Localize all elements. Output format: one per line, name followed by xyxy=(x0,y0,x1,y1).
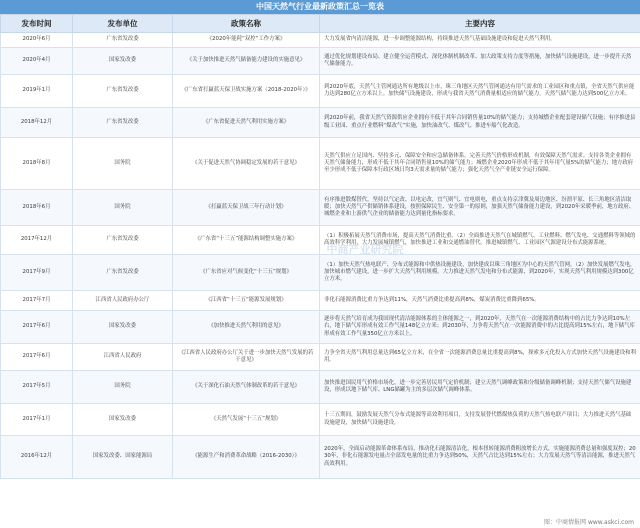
table-row xyxy=(1,75,640,108)
column-header-policy-name: 政策名称 xyxy=(173,15,320,33)
policy-name-cell: 《关于加快推进天然气储备能力建设的实施意见》 xyxy=(173,48,320,75)
issuer-cell: 广东省发改委 xyxy=(73,75,173,108)
date-cell: 2017年9月 xyxy=(1,255,73,291)
content-cell: 十三五期间，鼓励发展天然气分布式能源等高效利用项目，支持发展替代燃煤热负荷的天然气热电联产项目；大力推进天然气基础设施建设，加快储气设施建设。 xyxy=(320,404,640,436)
issuer-cell: 国务院 xyxy=(73,138,173,190)
policy-name-cell: 《广东省应对气候变化“十三五”规划》 xyxy=(173,255,320,291)
content-cell: 到2020年底，天然气主管网通达所有地级以上市，珠三角地区天然气管网通达有用气需求的工业园区和重点镇，全省天然气供应能力达到280亿立方米以上。加快储气设施建设，形成与我省天然气消费量相适应的储气能力，天然气储气能力达到500亿立方米。 xyxy=(320,75,640,108)
table-row xyxy=(1,344,640,371)
date-cell: 2016年12月 xyxy=(1,436,73,479)
content-cell: 逐步将天然气培育成为我国现代清洁能源体系的主体能源之一，到2020年，天然气在一次能源消费结构中的占比力争达到10%左右，地下储气库形成有效工作气量148亿立方米；到2030年，力争将天然气在一次能源消费中的占比提高到15%左右，地下储气库形成有效工作气量350亿立方米以上。 xyxy=(320,311,640,344)
issuer-cell: 广东省发改委 xyxy=(73,226,173,255)
issuer-cell: 江西省人民政府 xyxy=(73,344,173,371)
content-cell: 大力发展省内清洁能源，进一步调整能源结构，持续推进天然气基础设施建设和促进天然气利用。 xyxy=(320,33,640,48)
date-cell: 2020年6月 xyxy=(1,33,73,48)
content-cell: （1）加快天然气热电联产、分布式能源和中供热设施建设，加快建成以珠三角地区为中心的天然气管网。（2）加快发展燃气发电，加快城市燃气建设，进一步扩大天然气利用规模。大力推进天然气发电和分布式能源，到2020年，实现天然气利用规模达到300亿立方米。 xyxy=(320,255,640,291)
table-row xyxy=(1,33,640,48)
policy-name-cell: 《江西省“十三五”能源发展规划》 xyxy=(173,291,320,311)
date-cell: 2020年4月 xyxy=(1,48,73,75)
issuer-cell: 广东省发改委 xyxy=(73,108,173,138)
content-cell: 2020年，全面启动能源革命体系布局，推动化石能源清洁化，根本扭转能源消费粗放增长方式，实施能源消费总量和强度双控；2030年，非化石能源发电量占全部发电量的比重力争达到50%，天然气占比达到15%左右；大力发展天然气等清洁能源，推进天然气高效利用。 xyxy=(320,436,640,479)
content-cell: 有序推进散煤替代，坚持以气定改、以电定改，宜气则气、宜电则电，重点支持京津冀及周边地区、汾渭平原、长三角地区清洁取暖；加快天然气产供储销体系建设，按照保障民生、安全第一的原则，加强天然气储备能力建设，到2020年采暖季前，地方政府、城燃企业和上游供气企业的储备能力达到量化指标要求。 xyxy=(320,190,640,226)
table-title: 中国天然气行业最新政策汇总一览表 xyxy=(0,0,640,14)
table-row xyxy=(1,404,640,436)
table-row xyxy=(1,48,640,75)
date-cell: 2017年1月 xyxy=(1,404,73,436)
issuer-cell: 国家发改委 xyxy=(73,48,173,75)
policy-name-cell: 《关于深化石油天然气体制改革的若干意见》 xyxy=(173,371,320,404)
policy-name-cell: 《广东省打赢蓝天保卫战实施方案（2018-2020年）》 xyxy=(173,75,320,108)
issuer-cell: 国务院 xyxy=(73,371,173,404)
column-header-date: 发布时间 xyxy=(1,15,73,33)
date-cell: 2018年8月 xyxy=(1,138,73,190)
date-cell: 2017年7月 xyxy=(1,291,73,311)
date-cell: 2017年6月 xyxy=(1,311,73,344)
policy-name-cell: 《关于促进天然气协调稳定发展的若干意见》 xyxy=(173,138,320,190)
date-cell: 2017年6月 xyxy=(1,344,73,371)
date-cell: 2018年6月 xyxy=(1,190,73,226)
policy-name-cell: 《2020年能耗“双控”工作方案》 xyxy=(173,33,320,48)
column-header-content: 主要内容 xyxy=(320,15,640,33)
content-cell: 天然气供应立足国内、坚持多元、保障安全和应急储备体系，完善天然气价格形成机制，有效保障天然气需求。支持各类企业拥有天然气储备能力，形成不低于其年合同销售量10%的储气能力；城燃企业2020年形成不低于其年用气量5%的储气能力；地方政府至少形成不低于保障本行政区域日均3天需求量的储气能力；强化天然气全产业链安全运行保障。 xyxy=(320,138,640,190)
policy-name-cell: 《加快推进天然气利用的意见》 xyxy=(173,311,320,344)
watermark: 中商产业研究院 xyxy=(326,243,404,256)
date-cell: 2017年12月 xyxy=(1,226,73,255)
table-row xyxy=(1,138,640,190)
issuer-cell: 江西省人民政府办公厅 xyxy=(73,291,173,311)
content-cell: 加快推进国民用气价格市场化，进一步完善居民用气定价机制；建立天然气调峰政策和分级储备调峰机制；支持天然气储气设施建设，形成以地下储气库、LNG储罐为主的多层次储气调峰体系。 xyxy=(320,371,640,404)
date-cell: 2017年5月 xyxy=(1,371,73,404)
content-cell: 非化石能源消费比重力争达到11%，天然气消费比重提高到8%，煤炭消费比重降到65%。 xyxy=(320,291,640,311)
issuer-cell: 广东省发改委 xyxy=(73,255,173,291)
date-cell: 2019年1月 xyxy=(1,75,73,108)
issuer-cell: 广东省发改委 xyxy=(73,33,173,48)
table-row xyxy=(1,108,640,138)
policy-name-cell: 《能源生产和消费革命战略（2016-2030）》 xyxy=(173,436,320,479)
source-note: 图：中商情报网 www.askci.com xyxy=(544,519,634,526)
table-row xyxy=(1,436,640,479)
table-row xyxy=(1,311,640,344)
policy-name-cell: 《广东省促进天然气利用实施方案》 xyxy=(173,108,320,138)
policy-name-cell: 《江西省人民政府办公厅关于进一步加快天然气发展的若干意见》 xyxy=(173,344,320,371)
column-header-issuer: 发布单位 xyxy=(73,15,173,33)
policy-name-cell: 《广东省“十三五”能源结构调整实施方案》 xyxy=(173,226,320,255)
content-cell: 力争全省天然气利用总量达到65亿立方米，在全省一次能源消费总量比重提高到8%，探索多元化投入方式加快天然气设施建设和利用。 xyxy=(320,344,640,371)
issuer-cell: 国家发改委 xyxy=(73,404,173,436)
table-row xyxy=(1,190,640,226)
issuer-cell: 国家发改委、国家能源局 xyxy=(73,436,173,479)
date-cell: 2018年12月 xyxy=(1,108,73,138)
table-row xyxy=(1,291,640,311)
content-cell: （1）积极拓展天然气消费市场，提高天然气消费比重。（2）全面推进天然气在城镇燃气、工业燃料、燃气发电、交通燃料等领域的高效科学利用，大力发展城镇燃气，加快推进工业和交通燃油替代。推进城镇燃气、工业园区气源建设分布式能源系统。 xyxy=(320,226,640,255)
table-row xyxy=(1,371,640,404)
issuer-cell: 国务院 xyxy=(73,190,173,226)
policy-name-cell: 《打赢蓝天保卫战三年行动计划》 xyxy=(173,190,320,226)
issuer-cell: 国家发改委 xyxy=(73,311,173,344)
table-header-row xyxy=(1,15,640,33)
policy-name-cell: 《天然气发展“十三五”规划》 xyxy=(173,404,320,436)
content-cell: 通过优化规划建设布局、建立健全运营模式、深化体制机制改革、加大政策支持力度等措施，加快储气设施建设，进一步提升天然气储备能力。 xyxy=(320,48,640,75)
content-cell: 到2020年前，我省天然气资源供应企业拥有不低于其年合同销售量10%的储气能力；支持城燃企业配套建设储气设施；有序推进县级工业园、重点行业燃料“煤改气”实施，加快油改气、煤改气、推进车船气化改造。 xyxy=(320,108,640,138)
